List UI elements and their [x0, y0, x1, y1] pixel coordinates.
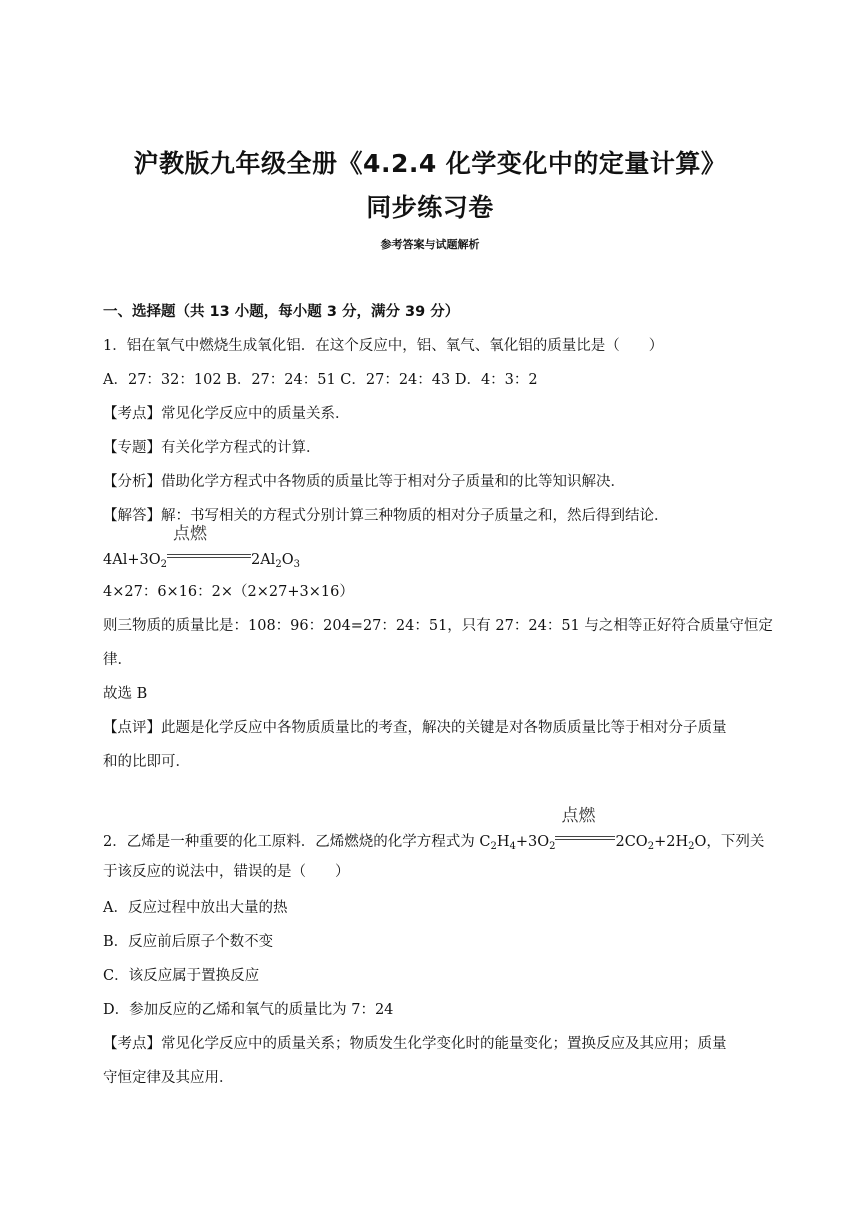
reaction-condition: 点燃: [172, 524, 207, 544]
q2-eq-oxygen: +3O: [515, 834, 550, 850]
q1-dianping-2: 和的比即可．: [103, 754, 190, 770]
q2-stem-tail: O，下列关: [694, 834, 765, 850]
q1-kaodian: 【考点】常见化学反应中的质量关系．: [103, 406, 350, 422]
q2-eq-co2: 2CO: [615, 834, 648, 850]
q2-kaodian-1: 【考点】常见化学反应中的质量关系；物质发生化学变化时的能量变化；置换反应及其应用；质量: [103, 1036, 727, 1052]
q1-fenxi: 【分析】借助化学方程式中各物质的质量比等于相对分子质量和的比等知识解决．: [103, 474, 625, 490]
subscript: 3: [293, 559, 300, 570]
reaction-condition: 点燃: [561, 806, 596, 826]
section-heading: 一、选择题（共 13 小题，每小题 3 分，满分 39 分）: [103, 304, 460, 320]
eq-products-o: O: [281, 552, 294, 568]
subscript: 2: [490, 841, 497, 852]
double-bar: [167, 554, 251, 558]
q1-dianping-1: 【点评】此题是化学反应中各物质质量比的考查，解决的关键是对各物质质量比等于相对分子质量: [103, 720, 727, 736]
eq-products: 2Al: [250, 552, 276, 568]
q1-calc: 4×27：6×16：2×（2×27+3×16）: [103, 584, 354, 600]
eq-reactants: 4Al+3O: [103, 552, 161, 568]
subscript: 2: [160, 559, 167, 570]
q2-option-a: A．反应过程中放出大量的热: [103, 900, 288, 916]
subscript: 2: [275, 559, 282, 570]
q2-option-b: B．反应前后原子个数不变: [103, 934, 274, 950]
q2-stem-2: 于该反应的说法中，错误的是（ ）: [103, 864, 350, 880]
q2-eq-h: H: [496, 834, 510, 850]
q1-zhuanti: 【专题】有关化学方程式的计算．: [103, 440, 321, 456]
q1-equation: [103, 524, 760, 570]
q1-stem: 1．铝在氧气中燃烧生成氧化铝．在这个反应中，铝、氧气、氧化铝的质量比是（ ）: [103, 338, 664, 354]
q2-eq-water: +2H: [654, 834, 689, 850]
q1-answer: 故选 B: [103, 686, 148, 702]
q2-option-c: C．该反应属于置换反应: [103, 968, 260, 984]
double-bar: [555, 836, 615, 840]
q2-option-d: D．参加反应的乙烯和氧气的质量比为 7：24: [103, 1002, 394, 1018]
reaction-arrow: [167, 524, 251, 564]
document-title-line2: 同步练习卷: [366, 193, 494, 222]
subscript: 4: [509, 841, 516, 852]
q1-options: A．27：32：102 B．27：24：51 C．27：24：43 D．4：3：2: [103, 372, 538, 388]
q2-kaodian-2: 守恒定律及其应用．: [103, 1070, 234, 1086]
q1-conclusion-1: 则三物质的质量比是：108：96：204=27：24：51，只有 27：24：51 与之相等正好符合质量守恒定: [103, 618, 773, 634]
q2-stem: [103, 806, 765, 852]
subscript: 2: [688, 841, 695, 852]
document-title: 沪教版九年级全册《4.2.4 化学变化中的定量计算》: [133, 149, 727, 178]
reaction-arrow: [555, 806, 615, 846]
subscript: 2: [549, 841, 556, 852]
subscript: 2: [647, 841, 655, 852]
q2-stem-text: 2．乙烯是一种重要的化工原料．乙烯燃烧的化学方程式为 C: [103, 834, 491, 850]
document-subtitle: 参考答案与试题解析: [380, 238, 480, 251]
q1-conclusion-2: 律．: [103, 652, 132, 668]
q1-jieda: 【解答】解：书写相关的方程式分别计算三种物质的相对分子质量之和，然后得到结论．: [103, 508, 669, 524]
